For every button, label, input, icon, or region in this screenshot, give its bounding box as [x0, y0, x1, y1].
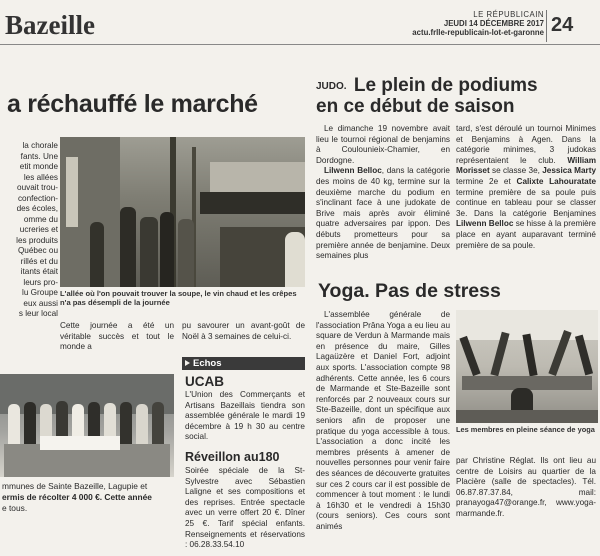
issue-date: JEUDI 14 DÉCEMBRE 2017	[443, 19, 544, 28]
athlete-name: Jessica Marty	[542, 166, 596, 176]
side-fragment: les allées	[23, 172, 58, 182]
judo-column-2	[456, 124, 596, 270]
paper-name: LE RÉPUBLICAIN	[473, 10, 544, 19]
market-headline: a réchauffé le marché	[7, 90, 258, 118]
echos-label: Echos	[193, 358, 222, 369]
side-fragment: fants. Une	[20, 151, 58, 161]
group-article-text	[2, 481, 174, 514]
yoga-column-1: L'assemblée générale de l'association Prâna Yoga a eu lieu au square de Verdun à Marmande mais en présence du maire, Gilles Lagaüzère et Daniel Fort, adjoint aux sports. L'association compte 98 adhérents. Cette année, les 6 cours de Marmande et Ste-Bazeille sont renforcés par 2 nouveaux cours sur Ste-Bazeille, dont un spécifique aux seniors afin de proposer une pratique du yoga accessible à tous. L'association a donc incité les membres présents à amener de nouvelles personnes pour venir faire des séances de découverte gratuites sur ces 2 cours car il est possible de commencer à tout moment : le lundi à 16h30 et le vendredi à 15h30 (cours seniors). Ces cours sont animés	[316, 310, 450, 531]
market-side-column	[2, 141, 58, 320]
judo-result-text: se hisse à la première place en ayant auparavant terminé première de sa poule.	[456, 219, 596, 250]
judo-kicker: JUDO.	[316, 81, 347, 92]
yoga-column-2: par Christine Réglat. Ils ont lieu au centre de Loisirs au quartier de la Placière (salle de spectacles). Tél. 06.87.87.37.84, mail: pranayoga47@orange.fr, www.yoga-marmande.fr.	[456, 456, 596, 518]
market-paragraph-right: pu savourer un avant-goût de Noël à 3 semaines de celui-ci.	[182, 321, 305, 341]
yoga-photo-caption: Les membres en pleine séance de yoga	[456, 425, 595, 434]
judo-result-text: se classe 3e,	[489, 166, 540, 176]
side-fragment: des écoles,	[16, 204, 58, 213]
judo-headline	[316, 76, 600, 117]
athlete-name: Lilwenn Belloc	[324, 166, 382, 176]
side-fragment: omme du	[23, 214, 58, 224]
side-fragment: ucreries et	[19, 225, 58, 234]
side-fragment: lu Groupe	[22, 288, 58, 297]
judo-title-line1: Le plein de podiums	[353, 75, 538, 96]
yoga-photo	[456, 310, 598, 423]
side-fragment: rillés et du	[20, 256, 58, 266]
echos-banner	[182, 357, 305, 370]
side-fragment: ouvait trou-	[17, 183, 58, 192]
side-fragment: itants était	[20, 267, 58, 276]
triangle-icon	[185, 360, 190, 366]
section-title: Bazeille	[5, 10, 95, 40]
paper-website: actu.frlle-republicain-lot-et-garonne	[412, 28, 544, 37]
page-divider	[546, 10, 547, 42]
yoga-headline: Yoga. Pas de stress	[318, 280, 501, 302]
group-text-line: mmunes de Sainte Bazeille, Lagupie et	[2, 481, 148, 491]
group-text-line: e tous.	[2, 503, 28, 513]
judo-intro: Le dimanche 19 novembre avait lieu le tournoi régional de benjamins à Coulounieix-Chamier, en Dordogne.	[316, 124, 450, 165]
judo-column-1	[316, 124, 450, 270]
athlete-name: Lilwenn Belloc	[456, 219, 514, 229]
side-fragment: eux aussi	[23, 298, 58, 308]
athlete-name: Calixte Lahouratate	[516, 176, 596, 186]
judo-result-text: termine 2e et	[456, 176, 511, 186]
masthead	[412, 10, 544, 37]
reveillon-heading: Réveillon au180	[185, 450, 280, 464]
side-fragment: les produits	[16, 235, 58, 245]
judo-title-line2: en ce début de saison	[316, 96, 515, 117]
page-number: 24	[551, 14, 574, 36]
side-fragment: la chorale	[22, 141, 58, 150]
ucab-heading: UCAB	[185, 374, 224, 389]
side-fragment: Québec ou	[17, 246, 58, 255]
judo-agen-text: tard, s'est déroulé un tournoi Minimes et Benjamins à Agen. Dans la catégorie minimes, 3 judokas représentaient le club.	[456, 124, 596, 165]
side-fragment: s leur local	[18, 309, 58, 318]
market-paragraph-left: Cette journée a été un véritable succès et tout le monde a	[60, 321, 174, 352]
ucab-text: L'Union des Commerçants et Artisans Bazeillais tiendra son assemblée générale le mardi 19 décembre à 19 h 30 au centre social.	[185, 390, 305, 442]
athlete-name: William Morisset	[456, 155, 596, 176]
reveillon-text: Soirée spéciale de la St-Sylvestre avec Sébastien Laligne et ses compositions et des reprises. Entrée spectacle avec un verre offert 20 €. Dîner 25 €. Tarif spécial enfants. Renseignements et réservations : 06.28.33.54.10	[185, 466, 305, 550]
judo-result-text: , dans la catégorie des moins de 40 kg, termine sur la deuxième marche du podium en s'inclinant face à une judokate de Brive mais après avoir éliminé quatre adversaires par ippon. Des débuts prometteurs pour sa première année de benjamine. Deux semaines plus	[316, 166, 450, 261]
side-fragment: etit monde	[19, 162, 58, 171]
group-text-line: ermis de récolter 4 000 €. Cette année	[2, 492, 152, 502]
header-rule	[0, 44, 600, 45]
group-photo	[0, 374, 174, 477]
side-fragment: leurs pro-	[23, 277, 58, 287]
market-photo	[60, 137, 305, 287]
side-fragment: confection-	[17, 193, 58, 203]
judo-result-text: termine première de sa poule puis continue en tableau pour se classer 3e. Dans la catégorie Benjamines	[456, 187, 596, 218]
market-photo-caption: L'allée où l'on pouvait trouver la soupe, le vin chaud et les crêpes n'a pas désempli de la journée	[60, 289, 297, 308]
